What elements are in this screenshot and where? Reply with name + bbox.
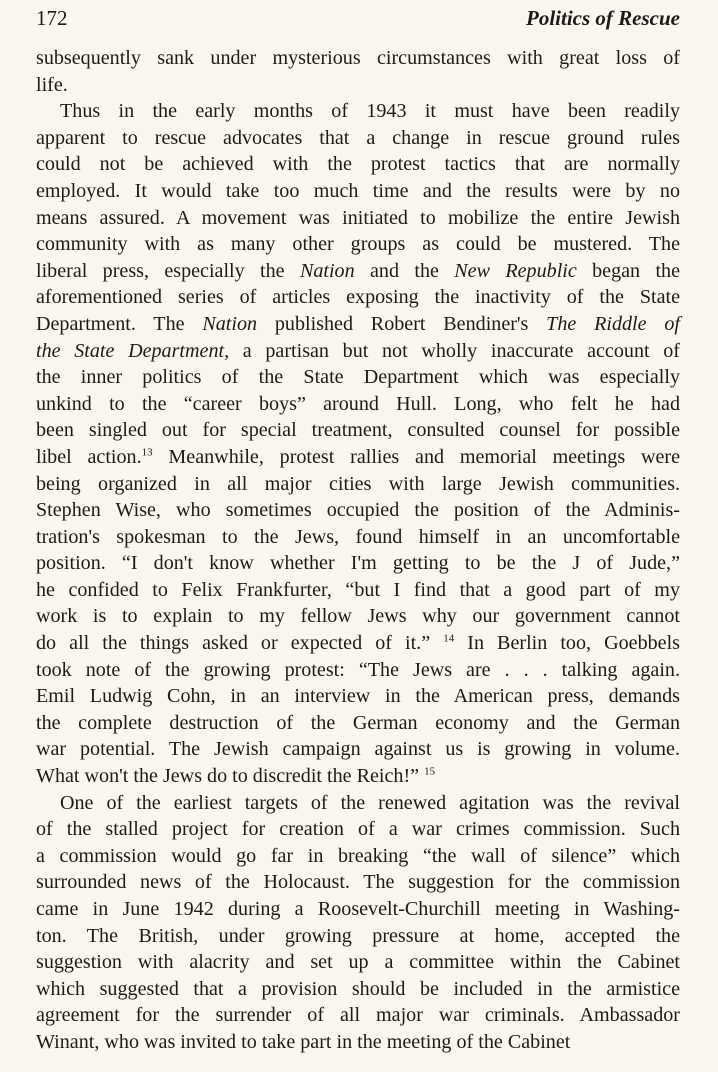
line-text: Thus in the early months of 1943 it must have been readily [60, 100, 680, 123]
line-text: being organized in all major cities with large Jewish communities. [36, 472, 680, 495]
line-text: do all the things asked or expected of it.” $^{14}$ In Berlin too, Goebbels [36, 632, 681, 655]
line-text: agreement for the surrender of all major war criminals. Ambassador [36, 1004, 680, 1027]
text-line [36, 630, 680, 657]
text-line [36, 417, 680, 444]
text-line [36, 923, 680, 950]
line-text: suggestion with alacrity and set up a committee within the Cabinet [36, 951, 680, 974]
text-line [36, 338, 680, 365]
text-line [36, 603, 680, 630]
footnote-ref: 14 [443, 632, 455, 645]
page-number: 172 [36, 6, 68, 30]
paragraph [36, 98, 680, 789]
line-text: position. “I don't know whether I'm getting to be the J of Jude,” [36, 552, 680, 575]
line-text: of the stalled project for creation of a war crimes commission. Such [36, 818, 680, 841]
paragraph [36, 790, 680, 1056]
text-line [36, 444, 680, 471]
text-line [36, 816, 680, 843]
text-line [36, 949, 680, 976]
text-line [36, 364, 680, 391]
text-line [36, 710, 680, 737]
text-line [36, 258, 680, 285]
line-text: a commission would go far in breaking “the wall of silence” which [36, 844, 680, 867]
line-text: the inner politics of the State Department which was especially [36, 366, 680, 389]
line-text: work is to explain to my fellow Jews why our government cannot [36, 605, 680, 628]
text-line [36, 497, 680, 524]
line-text: community with as many other groups as could be mustered. The [36, 233, 680, 256]
line-text: he confided to Felix Frankfurter, “but I find that a good part of my [36, 578, 680, 601]
line-text: means assured. A movement was initiated to mobilize the entire Jewish [36, 206, 680, 229]
text-line [36, 976, 680, 1003]
text-line [36, 471, 680, 498]
footnote-ref: 15 [424, 765, 436, 778]
footnote-ref: 13 [141, 446, 153, 459]
line-text: Winant, who was invited to take part in the meeting of the Cabinet [36, 1030, 571, 1053]
page-header [36, 6, 680, 36]
line-text: tration's spokesman to the Jews, found himself in an uncomfortable [36, 525, 680, 548]
text-line [36, 843, 680, 870]
text-line [36, 231, 680, 258]
text-line [36, 311, 680, 338]
line-text: life. [36, 73, 68, 96]
line-text: which suggested that a provision should be included in the armistice [36, 977, 680, 1000]
line-text: unkind to the “career boys” around Hull. Long, who felt he had [36, 392, 680, 415]
text-line [36, 524, 680, 551]
line-text: employed. It would take too much time and the results were by no [36, 179, 680, 202]
line-text: aforementioned series of articles exposing the inactivity of the State [36, 286, 680, 309]
text-line [36, 284, 680, 311]
text-line [36, 683, 680, 710]
line-text: came in June 1942 during a Roosevelt-Churchill meeting in Washing- [36, 898, 680, 920]
line-text: liberal press, especially the Nation and the New Republic began the [36, 259, 681, 282]
line-text: One of the earliest targets of the renewed agitation was the revival [60, 791, 680, 814]
body-text [36, 45, 680, 1056]
line-text: Emil Ludwig Cohn, in an interview in the American press, demands [36, 685, 680, 708]
line-text: could not be achieved with the protest tactics that are normally [36, 153, 680, 176]
text-line [36, 45, 680, 72]
text-line [36, 869, 680, 896]
text-line [36, 178, 680, 205]
line-text: Stephen Wise, who sometimes occupied the position of the Adminis- [36, 499, 680, 522]
running-head: Politics of Rescue [526, 6, 680, 30]
line-text: apparent to rescue advocates that a change in rescue ground rules [36, 126, 680, 149]
line-text: been singled out for special treatment, consulted counsel for possible [36, 419, 680, 442]
line-text: What won't the Jews do to discredit the Reich!” $^{15}$ [36, 765, 436, 788]
text-line [36, 736, 680, 763]
line-text: Department. The Nation published Robert Bendiner's The Riddle of [36, 312, 680, 335]
text-line [36, 896, 680, 923]
text-line [36, 72, 680, 99]
text-line [36, 1002, 680, 1029]
line-text: the State Department, a partisan but not wholly inaccurate account of [36, 339, 680, 362]
line-text: the complete destruction of the German economy and the German [36, 711, 680, 734]
line-text: took note of the growing protest: “The Jews are . . . talking again. [36, 658, 680, 681]
paragraph [36, 45, 680, 98]
line-text: libel action.$^{13}$ Meanwhile, protest rallies and memorial meetings were [36, 445, 681, 468]
text-line [36, 151, 680, 178]
text-line [36, 550, 680, 577]
line-text: subsequently sank under mysterious circumstances with great loss of [36, 47, 680, 69]
text-line [36, 577, 680, 604]
line-text: ton. The British, under growing pressure at home, accepted the [36, 924, 680, 947]
text-line [36, 657, 680, 684]
text-line [36, 205, 680, 232]
text-line [36, 763, 680, 790]
line-text: war potential. The Jewish campaign against us is growing in volume. [36, 738, 680, 761]
text-line [36, 391, 680, 418]
line-text: surrounded news of the Holocaust. The suggestion for the commission [36, 871, 680, 894]
text-line [36, 98, 680, 125]
text-line [36, 125, 680, 152]
text-line [36, 790, 680, 817]
text-line [36, 1029, 680, 1056]
